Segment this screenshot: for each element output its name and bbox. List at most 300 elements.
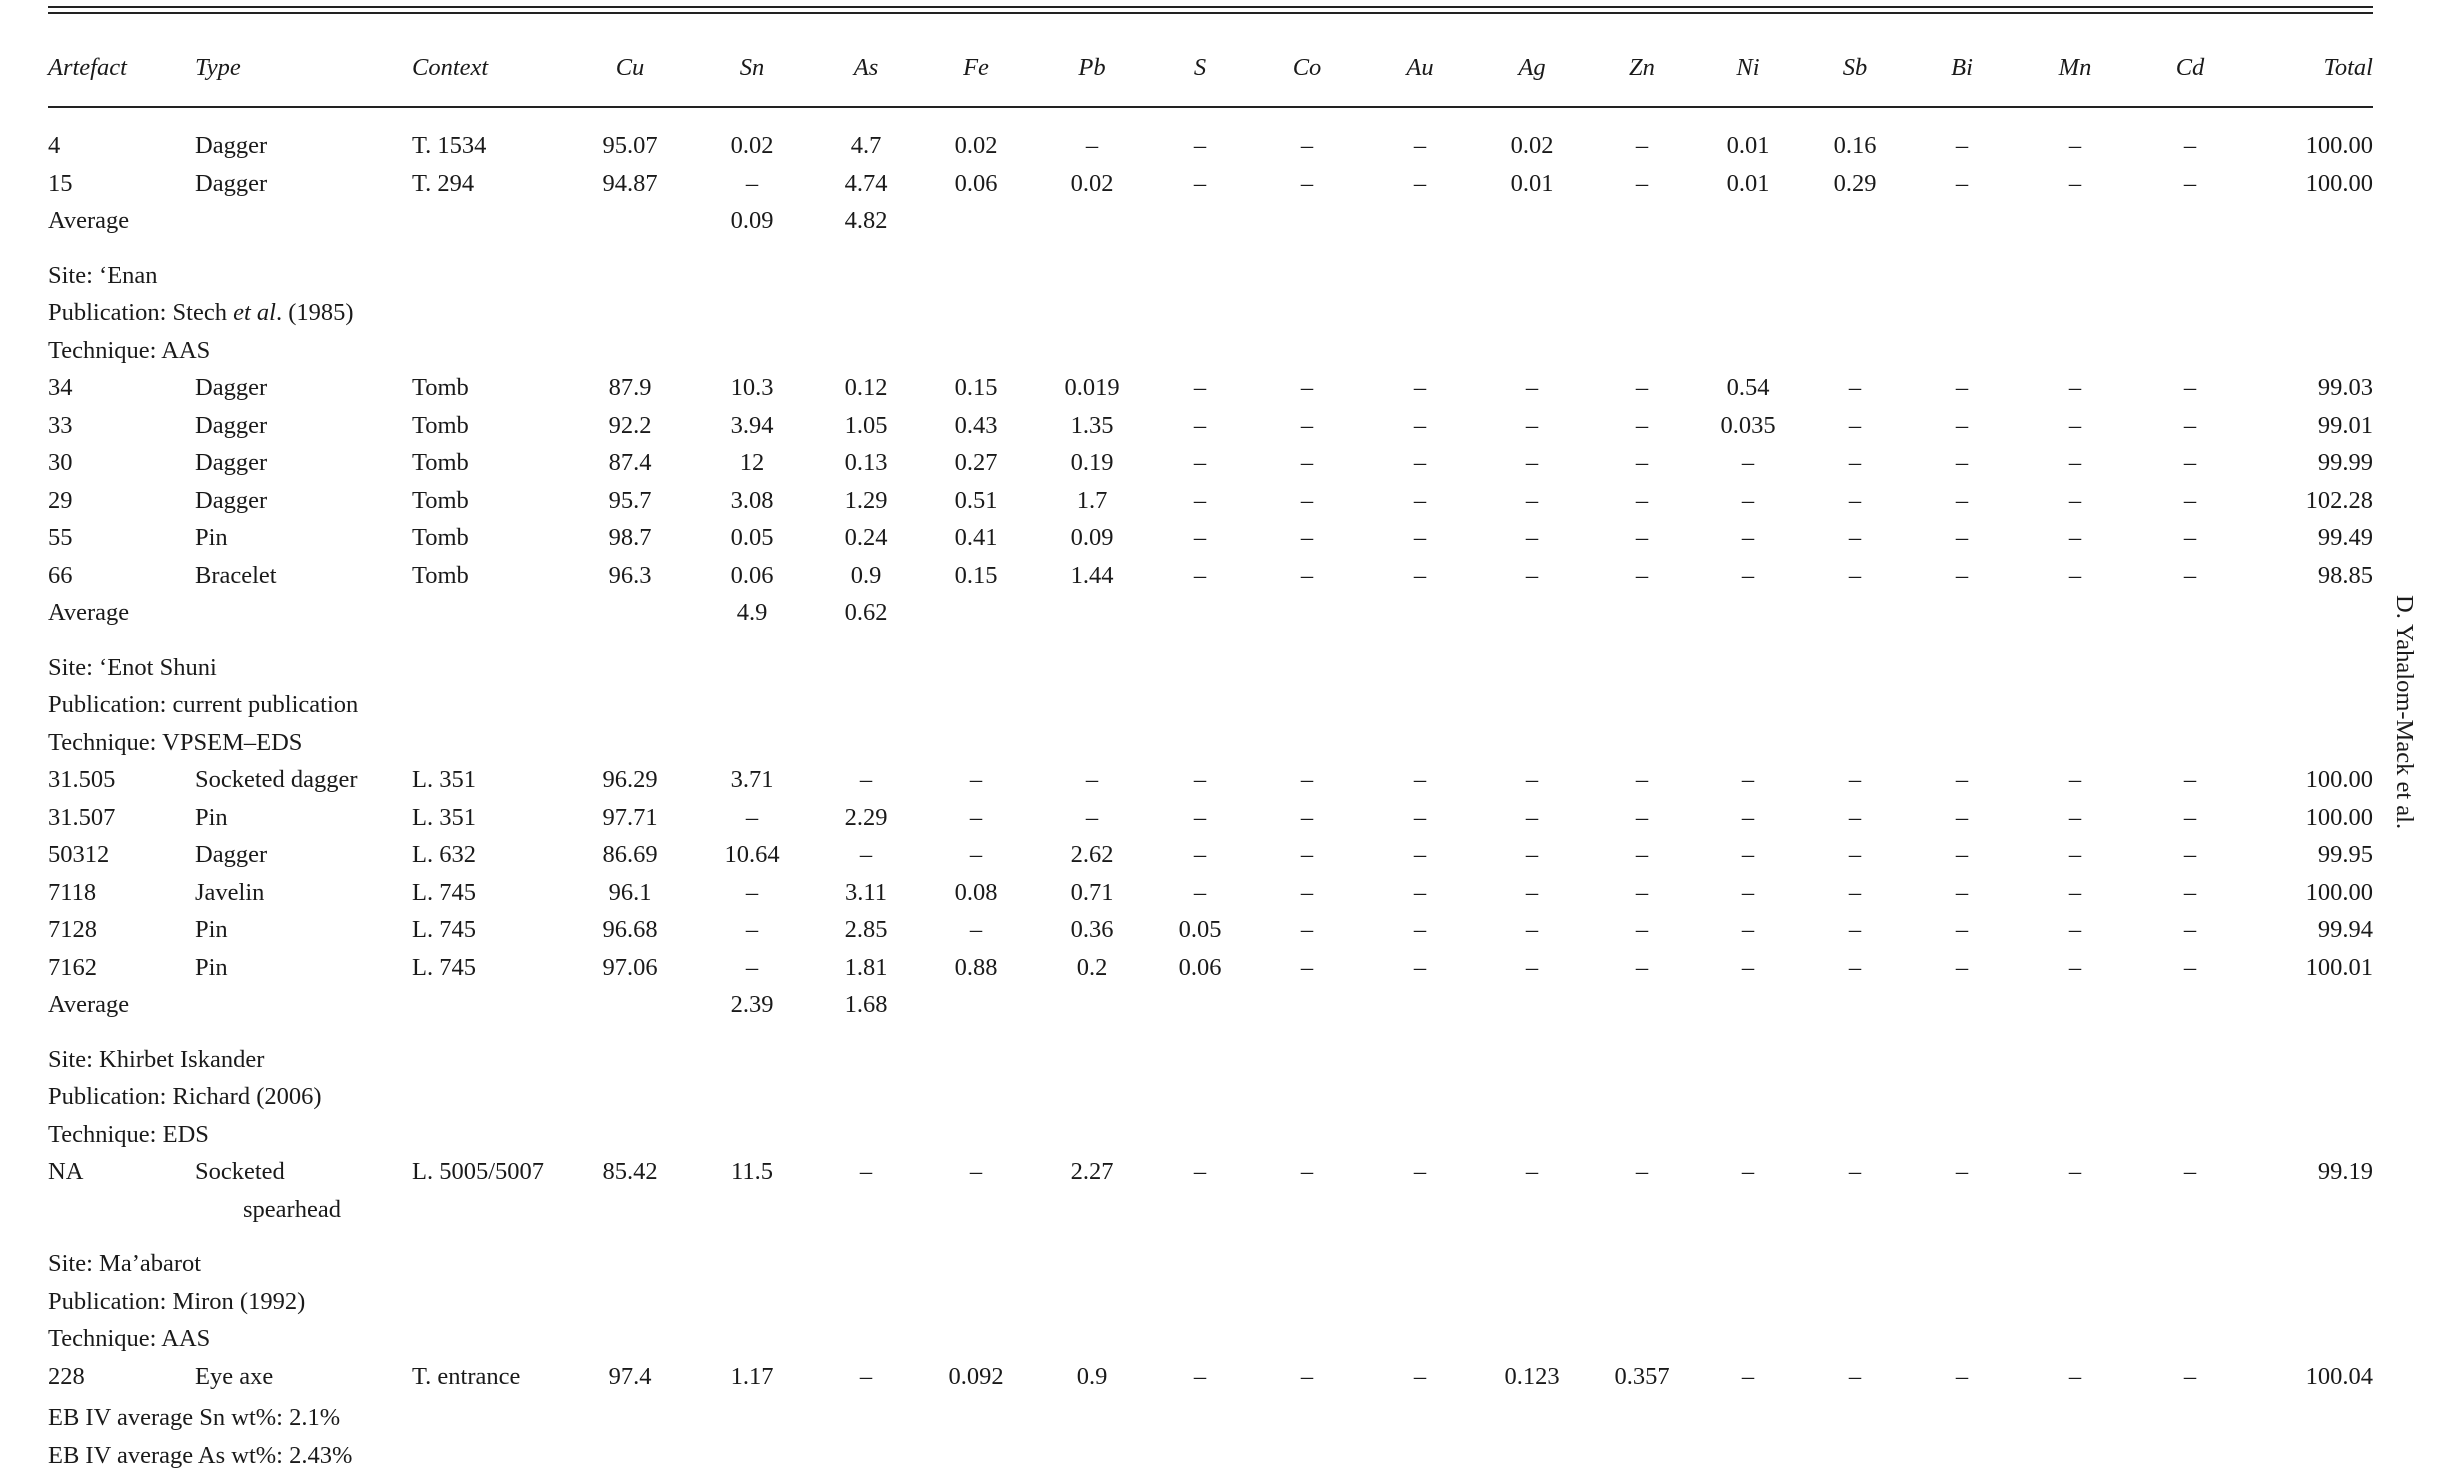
table-cell: 0.15 [954,561,998,589]
site-label: Site: ‘Enot Shuni [48,653,217,681]
table-cell: – [2183,953,2197,981]
table-cell: 0.06 [954,169,998,197]
table-cell: 11.5 [731,1158,773,1185]
table-cell: – [2183,449,2197,476]
table-cell: – [1848,561,1862,589]
table-cell: – [1193,561,1207,589]
table-cell: 0.092 [948,1362,1004,1390]
table-cell: 3.11 [845,878,887,906]
technique-label: Technique: EDS [48,1120,209,1148]
publication-label [48,690,358,720]
average-as: 4.82 [844,207,888,234]
average-label: Average [48,207,130,234]
table-cell: 1.05 [844,411,888,439]
column-header: Ag [1518,54,1546,81]
table-cell: – [1635,169,1649,197]
publication-text: Publication: Stech [48,299,234,326]
table-cell: 0.035 [1720,411,1776,439]
table-cell: – [969,766,983,793]
table-cell: 0.06 [1178,953,1222,981]
column-header: Cu [615,54,645,81]
table-cell: – [1193,766,1207,793]
table-cell: – [1300,411,1314,439]
publication-label [48,1082,322,1112]
table-cell: – [1955,169,1969,197]
table-cell: – [1635,1158,1649,1185]
table-cell: 10.64 [724,841,780,868]
table-cell: 4.7 [850,132,882,159]
table-cell: Eye axe [195,1362,274,1390]
table-cell: 0.71 [1070,878,1114,906]
table-cell: – [1635,486,1649,514]
table-cell: T. 294 [412,169,475,197]
table-cell: – [2183,411,2197,439]
table-cell: – [2068,449,2082,476]
header-rule [48,106,2373,108]
table-cell: Tomb [412,374,469,401]
table-cell: – [1741,1158,1755,1185]
table-cell: – [2183,841,2197,868]
table-cell: – [1848,766,1862,793]
table-cell: Dagger [195,841,268,868]
table-cell: – [1300,1362,1314,1390]
table-cell: 12 [739,449,765,476]
table-cell: 99.19 [2317,1158,2373,1185]
table-cell: L. 745 [412,878,476,906]
table-cell: – [859,1362,873,1390]
table-cell: – [1741,878,1755,906]
table-cell: 0.02 [730,132,774,159]
site-label: Site: ‘Enan [48,261,158,289]
table-cell: – [1193,169,1207,197]
table-cell: – [1413,916,1427,943]
table-cell: Dagger [195,449,268,476]
table-cell: 2.85 [844,916,888,943]
technique-label: Technique: AAS [48,336,211,364]
table-cell: – [745,803,759,831]
table-cell: 97.06 [602,953,658,981]
column-header: Ni [1736,54,1760,81]
table-cell: – [1413,449,1427,476]
table-cell: – [1413,803,1427,831]
table-cell: – [1741,1362,1755,1390]
table-cell: 99.03 [2317,374,2373,401]
column-header: S [1193,54,1207,81]
table-cell: – [1635,374,1649,401]
table-cell: – [2068,953,2082,981]
table-cell: – [1635,916,1649,943]
table-cell: 10.3 [730,374,774,401]
publication-text: Publication: Miron (1992) [48,1287,306,1315]
table-cell: – [1848,878,1862,906]
table-cell: – [1741,841,1755,868]
average-sn: 4.9 [736,599,768,626]
table-cell: – [1525,1158,1539,1185]
table-cell: – [1635,132,1649,159]
publication-label [48,298,354,328]
table-cell: 0.51 [954,486,998,514]
table-cell: 50312 [48,841,110,868]
table-cell: – [1085,766,1099,793]
table-cell: – [1635,561,1649,589]
table-cell: – [1955,953,1969,981]
table-cell: Pin [195,953,228,981]
table-cell: – [1848,803,1862,831]
footer-note: EB IV average Sn wt%: 2.1% [48,1404,341,1431]
table-cell: – [1848,411,1862,439]
table-cell: – [1955,524,1969,551]
table-cell: – [859,1158,873,1185]
table-cell: – [1741,766,1755,793]
table-cell: – [1413,841,1427,868]
table-cell: – [1955,803,1969,831]
table-cell: 100.00 [2305,169,2373,197]
table-cell: 0.43 [954,411,998,439]
table-cell: 0.01 [1510,169,1554,197]
table-cell: L. 745 [412,916,476,943]
table-cell: – [1635,411,1649,439]
table-cell: – [1413,524,1427,551]
column-header: Total [2323,54,2373,81]
table-cell: – [1193,411,1207,439]
table-cell: 1.29 [844,486,888,514]
table-cell: – [745,953,759,981]
column-header: Artefact [48,54,127,81]
table-cell: – [2183,1158,2197,1185]
running-head-rotated: D. Yahalom-Mack et al. [2391,595,2418,830]
table-cell: Socketed dagger [195,766,358,793]
table-cell: – [1193,1362,1207,1390]
table-cell: 4 [48,132,61,159]
table-cell: 102.28 [2305,486,2373,514]
table-cell: 0.9 [850,561,882,589]
table-cell: – [1955,878,1969,906]
table-cell: – [1300,1158,1314,1185]
average-as: 1.68 [844,991,888,1018]
technique-label: Technique: AAS [48,1325,211,1352]
table-cell: – [2183,878,2197,906]
table-cell: – [1741,561,1755,589]
table-cell: 99.94 [2317,916,2373,943]
table-cell: – [1848,841,1862,868]
table-cell: 4.74 [844,169,888,197]
table-cell: – [1525,374,1539,401]
table-cell: – [2183,803,2197,831]
table-cell: – [969,841,983,868]
table-cell: 96.3 [608,561,652,589]
table-cell: 99.95 [2317,841,2373,868]
table-cell: – [1635,803,1649,831]
table-cell: – [1300,561,1314,589]
table-cell: – [1193,1158,1207,1185]
table-cell: Dagger [195,411,268,439]
table-cell: – [1955,841,1969,868]
column-header: Bi [1951,54,1973,81]
table-cell: – [1300,524,1314,551]
table-cell: 0.15 [954,374,998,401]
table-cell: – [1635,524,1649,551]
table-cell: – [1300,878,1314,906]
table-cell: – [1085,132,1099,159]
publication-label [48,1287,305,1317]
table-cell: Pin [195,916,228,943]
column-header: Sb [1842,54,1868,81]
table-cell: – [2183,1362,2197,1390]
table-cell: 0.19 [1070,449,1114,476]
table-cell: Tomb [412,411,469,439]
table-cell: 31.507 [48,803,116,831]
table-cell: – [1413,486,1427,514]
table-cell: – [1955,916,1969,943]
table-cell: – [1413,411,1427,439]
average-sn: 2.39 [730,991,774,1018]
table-cell: Dagger [195,169,268,197]
table-cell: 0.9 [1076,1362,1108,1390]
table-cell: – [1525,486,1539,514]
table-cell: 31.505 [48,766,116,793]
table-cell: – [969,1158,983,1185]
table-cell: 86.69 [602,841,658,868]
table-cell: – [1741,524,1755,551]
table-cell: – [2068,766,2082,793]
table-cell: spearhead [243,1195,341,1223]
table-cell: 33 [48,411,73,439]
average-as: 0.62 [844,599,888,626]
table-cell: – [1300,841,1314,868]
table-cell: L. 351 [412,803,476,831]
column-header: Au [1406,54,1434,81]
table-cell: – [2068,841,2082,868]
table-cell: 0.02 [1070,169,1114,197]
table-cell: – [1413,766,1427,793]
table-cell: – [2068,561,2082,589]
table-cell: 97.4 [608,1362,652,1390]
average-label: Average [48,991,130,1018]
top-rule-double [48,12,2373,14]
table-cell: – [1635,766,1649,793]
table-cell: Dagger [195,486,268,514]
table-cell: – [1955,486,1969,514]
table-cell: – [2183,132,2197,159]
table-cell: – [1193,524,1207,551]
table-cell: Javelin [195,878,265,906]
table-cell: 7162 [48,953,97,981]
table-cell: 0.16 [1833,132,1877,159]
table-cell: 0.123 [1504,1362,1560,1390]
table-cell: L. 632 [412,841,476,868]
table-cell: Bracelet [195,561,277,589]
table-cell: – [969,916,983,943]
table-cell: 30 [48,449,73,476]
publication-text: . (1985) [275,299,354,326]
table-cell: – [745,916,759,943]
table-cell: – [1413,1362,1427,1390]
table-cell: 0.29 [1833,169,1877,197]
table-cell: – [2068,374,2082,401]
column-header: Mn [2058,54,2092,81]
column-header: Co [1292,54,1322,81]
table-cell: L. 5005/5007 [412,1158,545,1185]
table-cell: – [1955,561,1969,589]
table-cell: Pin [195,803,228,831]
table-cell: – [859,841,873,868]
table-cell: – [1848,916,1862,943]
column-header: Type [195,54,241,81]
top-rule [48,6,2373,8]
table-cell: NA [48,1158,84,1185]
table-cell: – [1413,953,1427,981]
table-cell: 95.7 [608,486,652,514]
table-cell: Dagger [195,132,268,159]
table-cell: – [1300,953,1314,981]
column-header: Context [412,54,489,81]
table-cell: 0.2 [1076,953,1108,981]
table-cell: – [2068,411,2082,439]
table-cell: 87.4 [608,449,652,476]
table-cell: 96.29 [602,766,658,793]
table-cell: – [1955,766,1969,793]
table-cell: 2.27 [1070,1158,1114,1185]
table-cell: 0.019 [1064,374,1120,401]
table-cell: – [859,766,873,793]
table-cell: 0.02 [1510,132,1554,159]
column-header: Pb [1078,54,1106,81]
table-cell: 0.13 [844,449,888,476]
average-sn: 0.09 [730,207,774,234]
table-cell: – [745,169,759,197]
table-cell: – [2183,766,2197,793]
table-cell: 66 [48,561,73,589]
table-cell: – [2183,524,2197,551]
table-cell: – [1300,449,1314,476]
table-cell: 99.01 [2317,411,2373,439]
table-cell: – [2183,374,2197,401]
table-cell: – [1525,411,1539,439]
table-cell: 1.44 [1070,561,1114,589]
table-cell: 1.17 [730,1362,774,1390]
table-cell: – [2183,916,2197,943]
table-cell: – [1193,841,1207,868]
table-cell: 0.06 [730,561,774,589]
table-cell: Dagger [195,374,268,401]
table-cell: – [2068,1362,2082,1390]
publication-text: Publication: current publication [48,691,359,718]
table-cell: – [1525,561,1539,589]
table-cell: 96.68 [602,916,658,943]
average-label: Average [48,599,130,626]
table-cell: 34 [48,374,73,401]
table-cell: – [1300,169,1314,197]
table-cell: – [1955,1362,1969,1390]
table-cell: 85.42 [602,1158,658,1185]
footer-note-cut: EB IV average As wt%: 2.43% [48,1441,353,1469]
table-cell: 87.9 [608,374,652,401]
table-cell: – [2183,486,2197,514]
table-cell: 3.71 [730,766,774,793]
table-cell: 0.05 [1178,916,1222,943]
table-cell: 96.1 [608,878,652,906]
table-cell: 29 [48,486,73,514]
technique-label: Technique: VPSEM–EDS [48,728,303,756]
table-cell: – [1413,374,1427,401]
table-cell: – [1193,878,1207,906]
table-cell: – [1741,916,1755,943]
table-cell: – [1193,486,1207,514]
table-cell: – [1848,449,1862,476]
table-cell: – [2068,878,2082,906]
table-cell: – [1193,374,1207,401]
column-header: As [853,54,879,81]
table-cell: 2.62 [1070,841,1114,868]
table-cell: 0.02 [954,132,998,159]
table-cell: – [1955,132,1969,159]
table-cell: – [2068,486,2082,514]
column-header: Sn [739,54,765,81]
table-cell: – [1525,524,1539,551]
table-cell: – [1635,953,1649,981]
table-cell: 98.7 [608,524,652,551]
table-cell: – [1848,953,1862,981]
publication-text: Publication: Richard (2006) [48,1083,322,1110]
table-cell: – [1848,524,1862,551]
table-cell: – [2068,169,2082,197]
table-cell: – [1525,803,1539,831]
table-cell: 0.357 [1614,1362,1670,1390]
table-cell: 100.00 [2305,803,2373,831]
table-cell: 0.08 [954,878,998,906]
table-cell: – [1085,803,1099,831]
table-cell: 3.08 [730,486,774,514]
publication-text: et al [233,299,276,326]
table-cell: 7128 [48,916,97,943]
table-cell: 100.00 [2305,878,2373,906]
table-cell: Socketed [195,1158,285,1185]
table-cell: – [2183,169,2197,197]
table-cell: – [1413,169,1427,197]
table-cell: L. 745 [412,953,476,981]
column-header: Cd [2175,54,2205,81]
table-cell: – [1955,1158,1969,1185]
table-cell: – [1193,132,1207,159]
table-cell: Pin [195,524,228,551]
table-cell: 100.00 [2305,132,2373,159]
table-cell: 7118 [48,878,97,906]
table-cell: – [2068,524,2082,551]
table-cell: 0.27 [954,449,998,476]
table-cell: 0.05 [730,524,774,551]
table-cell: – [1848,1158,1862,1185]
table-cell: 2.29 [844,803,888,831]
table-cell: 0.54 [1726,374,1770,401]
table-cell: – [1300,486,1314,514]
table-cell: – [1525,878,1539,906]
table-cell: – [1741,449,1755,476]
table-cell: 94.87 [602,169,658,197]
table-cell: – [1741,803,1755,831]
table-cell: – [1413,1158,1427,1185]
table-cell: 99.49 [2317,524,2373,551]
site-label: Site: Khirbet Iskander [48,1045,265,1073]
table-cell: – [2068,803,2082,831]
table-cell: 1.81 [844,953,888,981]
table-cell: 100.00 [2305,766,2373,793]
table-cell: – [1955,449,1969,476]
table-cell: – [1300,374,1314,401]
table-cell: – [1300,916,1314,943]
table-cell: – [1300,132,1314,159]
table-cell: 3.94 [730,411,774,439]
table-cell: – [1525,953,1539,981]
